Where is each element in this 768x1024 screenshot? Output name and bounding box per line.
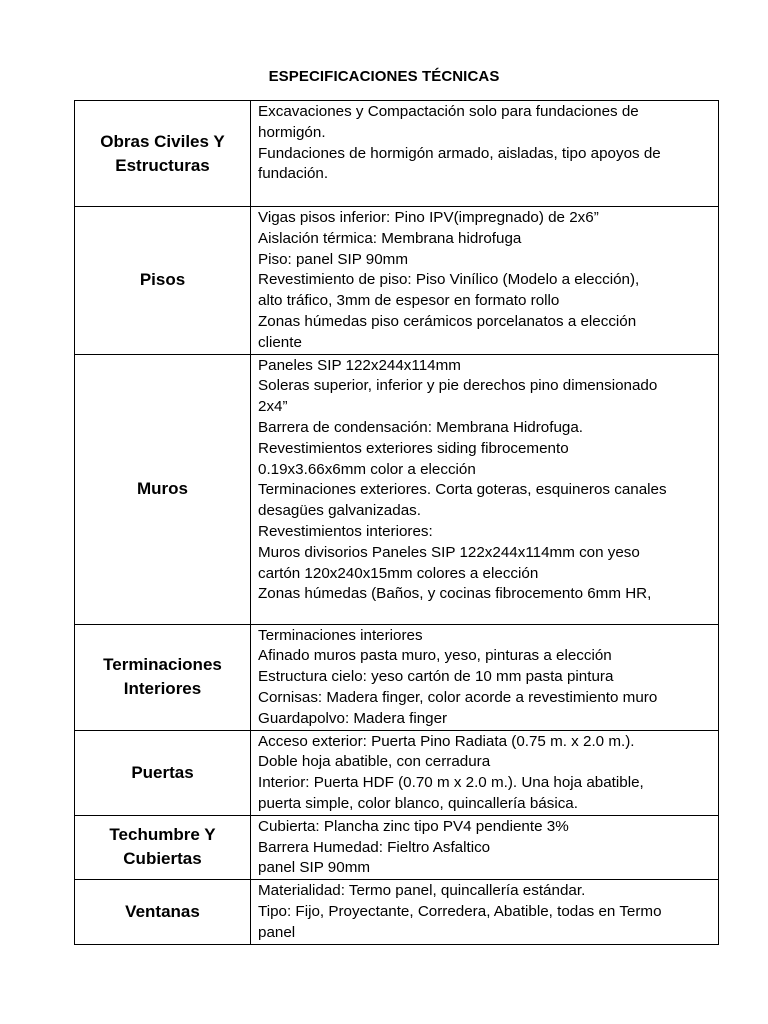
page-title: ESPECIFICACIONES TÉCNICAS	[268, 68, 500, 85]
description-line: Guardapolvo: Madera finger	[258, 709, 448, 727]
description-line: Barrera de condensación: Membrana Hidrofuga.	[258, 418, 584, 436]
description-line: Revestimientos interiores:	[258, 522, 433, 540]
category-label: Techumbre Y	[109, 825, 216, 845]
description-line: puerta simple, color blanco, quincallería básica.	[258, 794, 578, 812]
description-line: Vigas pisos inferior: Pino IPV(impregnado) de 2x6”	[258, 209, 599, 226]
description-line: Estructura cielo: yeso cartón de 10 mm pasta pintura	[258, 668, 614, 686]
description-cell	[251, 624, 719, 730]
spec-row-ventanas	[75, 880, 719, 944]
category-cell	[75, 101, 251, 207]
description-line: Zonas húmedas (Baños, y cocinas fibrocemento 6mm HR,	[258, 585, 652, 603]
description-cell	[251, 880, 719, 944]
description-line: alto tráfico, 3mm de espesor en formato rollo	[258, 292, 560, 310]
description-line: Zonas húmedas piso cerámicos porcelanatos a elección	[258, 312, 637, 330]
spec-row-muros	[75, 354, 719, 624]
description-line: Fundaciones de hormigón armado, aisladas, tipo apoyos de	[258, 144, 661, 162]
description-line: fundación.	[258, 165, 329, 183]
description-line: Afinado muros pasta muro, yeso, pinturas a elección	[258, 647, 612, 665]
category-label: Muros	[137, 479, 188, 499]
spec-row-techumbre-cubiertas	[75, 815, 719, 879]
description-line: Aislación térmica: Membrana hidrofuga	[258, 229, 522, 247]
category-label: Estructuras	[115, 155, 210, 175]
description-line: Terminaciones interiores	[258, 626, 423, 644]
spec-row-terminaciones-interiores	[75, 624, 719, 730]
description-line: hormigón.	[258, 123, 326, 141]
category-label: Cubiertas	[123, 849, 202, 869]
description-line: panel SIP 90mm	[258, 859, 371, 877]
spec-row-pisos	[75, 207, 719, 355]
description-line: panel	[258, 923, 296, 941]
category-cell	[75, 624, 251, 730]
description-line: Revestimiento de piso: Piso Vinílico (Modelo a elección),	[258, 271, 640, 289]
description-cell	[251, 730, 719, 815]
description-line: Materialidad: Termo panel, quincallería estándar.	[258, 882, 586, 900]
category-label: Interiores	[123, 679, 202, 699]
category-label: Ventanas	[125, 901, 200, 921]
description-line: Acceso exterior: Puerta Pino Radiata (0.75 m. x 2.0 m.).	[258, 732, 635, 750]
category-label: Terminaciones	[103, 655, 222, 675]
description-cell	[251, 207, 719, 355]
description-line: Cornisas: Madera finger, color acorde a revestimiento muro	[258, 688, 658, 706]
description-line: cartón 120x240x15mm colores a elección	[258, 564, 539, 582]
description-cell	[251, 101, 719, 207]
description-line: Interior: Puerta HDF (0.70 m x 2.0 m.). Una hoja abatible,	[258, 774, 644, 792]
description-line: Revestimientos exteriores siding fibrocemento	[258, 439, 569, 457]
description-line: Doble hoja abatible, con cerradura	[258, 753, 491, 771]
specifications-table	[74, 100, 719, 945]
spec-row-puertas	[75, 730, 719, 815]
description-cell	[251, 815, 719, 879]
category-label: Pisos	[139, 270, 186, 290]
category-cell	[75, 880, 251, 944]
description-line: Barrera Humedad: Fieltro Asfaltico	[258, 838, 491, 856]
description-cell	[251, 354, 719, 624]
description-line: Cubierta: Plancha zinc tipo PV4 pendiente 3%	[258, 817, 569, 835]
description-line: Tipo: Fijo, Proyectante, Corredera, Abatible, todas en Termo	[258, 902, 662, 920]
category-label: Obras Civiles Y	[100, 131, 225, 151]
description-line: cliente	[258, 333, 302, 351]
description-line: 2x4”	[258, 398, 288, 416]
category-cell	[75, 730, 251, 815]
description-line: 0.19x3.66x6mm color a elección	[258, 460, 476, 478]
description-line: Soleras superior, inferior y pie derechos pino dimensionado	[258, 377, 658, 395]
description-line: Piso: panel SIP 90mm	[258, 250, 408, 268]
category-label: Puertas	[131, 762, 194, 782]
description-line: desagües galvanizadas.	[258, 502, 421, 520]
description-line: Terminaciones exteriores. Corta goteras, esquineros canales	[258, 481, 667, 499]
description-line: Paneles SIP 122x244x114mm	[258, 356, 461, 374]
description-line: Muros divisorios Paneles SIP 122x244x114mm con yeso	[258, 543, 640, 561]
category-cell	[75, 354, 251, 624]
category-cell	[75, 207, 251, 355]
spec-row-obras-civiles	[75, 101, 719, 207]
description-line: Excavaciones y Compactación solo para fundaciones de	[258, 103, 639, 120]
category-cell	[75, 815, 251, 879]
